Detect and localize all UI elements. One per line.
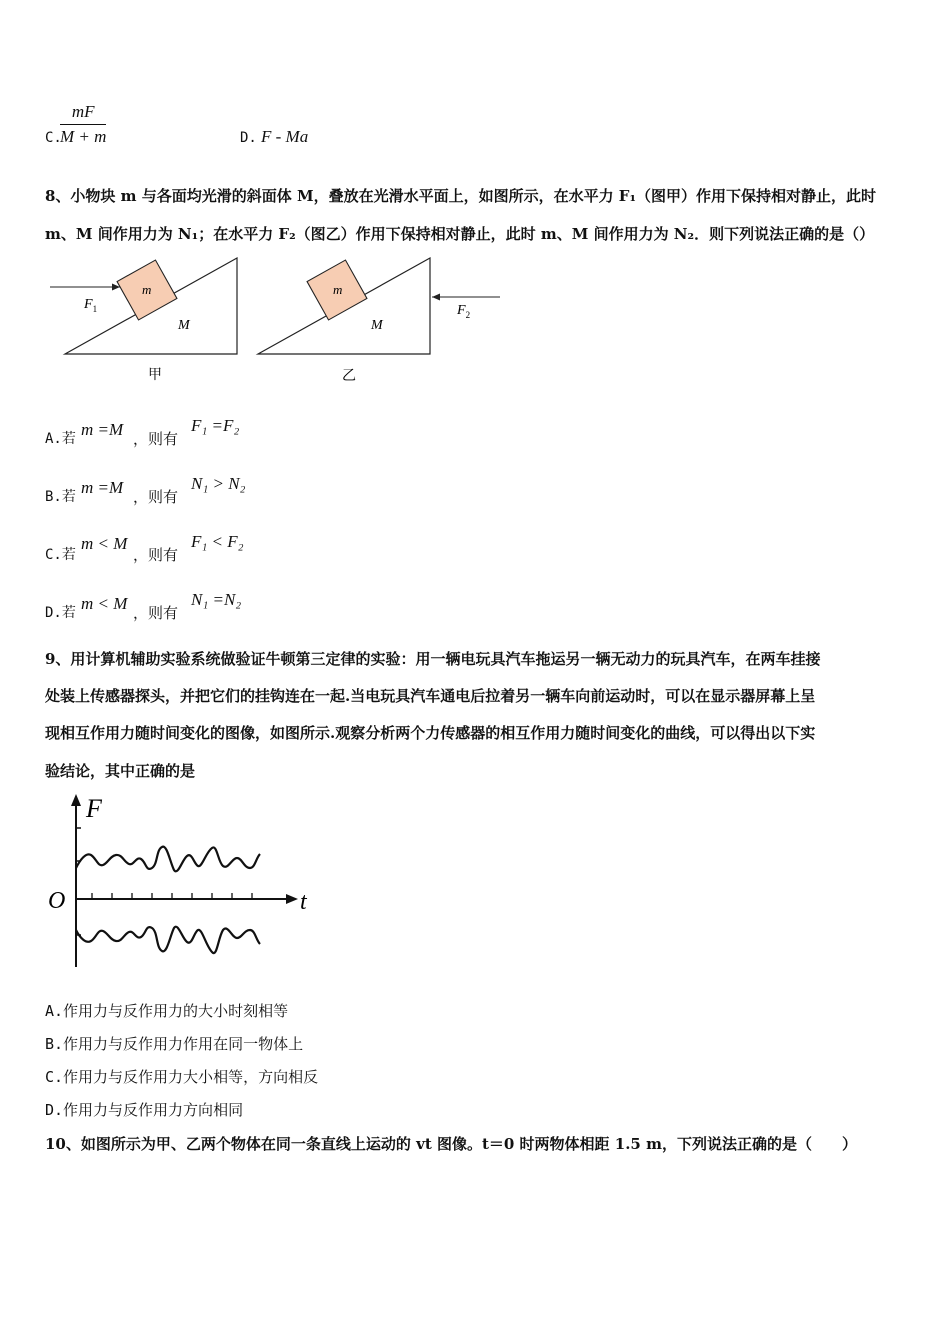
q8-option-b-cond: m =M [81, 478, 124, 497]
q8-text-line1: 8、小物块 m 与各面均光滑的斜面体 M，叠放在光滑水平面上，如图所示，在水平力 F₁（图甲）作用下保持相对静止，此时 [45, 187, 877, 205]
q9-text-line2: 处装上传感器探头，并把它们的挂钩连在一起.当电玩具汽车通电后拉着另一辆车向前运动时，可以在显示器屏幕上呈 [45, 687, 816, 705]
q9-text-line1: 9、用计算机辅助实验系统做验证牛顿第三定律的实验：用一辆电玩具汽车拖运另一辆无动力的玩具汽车，在两车挂接 [45, 650, 821, 668]
q8-text-line2: m、M 间作用力为 N₁；在水平力 F₂（图乙）作用下保持相对静止，此时 m、M 间作用力为 N₂．则下列说法正确的是（） [45, 225, 875, 243]
q8-option-c-cond: m < M [81, 534, 128, 553]
q8-option-d-then: ，则有 [133, 604, 179, 622]
q8-option-b-result: N₁ > N₂ [191, 474, 246, 493]
q8-option-d-cond: m < M [81, 594, 128, 613]
caption-right: 乙 [342, 369, 356, 384]
q9-option-d: D.作用力与反作用力方向相同 [45, 1101, 244, 1119]
q10-text-line1: 10、如图所示为甲、乙两个物体在同一条直线上运动的 vt 图像。t＝0 时两物体相距 1.5 m，下列说法正确的是（ ） [45, 1135, 857, 1153]
option-c-fraction [60, 102, 106, 147]
graph-upper-curve [76, 847, 260, 872]
q8-option-b-then: ，则有 [133, 488, 179, 506]
option-c-label: C. [45, 130, 62, 146]
q8-option-a-then: ，则有 [133, 430, 179, 448]
q8-figure [0, 250, 520, 390]
q8-option-c-result: F₁ < F₂ [191, 532, 244, 551]
q9-option-a: A.作用力与反作用力的大小时刻相等 [45, 1002, 289, 1020]
q9-force-time-graph [40, 792, 320, 972]
option-d-expression: F - Ma [261, 127, 309, 146]
graph-y-label: F [86, 794, 102, 823]
q8-option-d-label: D.若 [45, 605, 76, 621]
block-label-right: m [333, 282, 343, 297]
graph-lower-curve [76, 927, 260, 953]
force-label-left: $F_1$ [84, 297, 98, 314]
option-c-numerator: mF [60, 102, 106, 125]
force-label-right: $F_2$ [457, 303, 471, 320]
q9-text-line3: 现相互作用力随时间变化的图像，如图所示.观察分析两个力传感器的相互作用力随时间变化的曲线，可以得出以下实 [45, 724, 816, 742]
q8-option-c-then: ，则有 [133, 546, 179, 564]
wedge-label-left: M [178, 318, 190, 333]
q9-option-b: B.作用力与反作用力作用在同一物体上 [45, 1035, 304, 1053]
q8-option-a-result: F₁ =F₂ [191, 416, 240, 435]
q8-option-d-result: N₁ =N₂ [191, 590, 242, 609]
caption-left: 甲 [148, 368, 162, 383]
option-d-label: D. [240, 130, 257, 146]
block-label-left: m [142, 282, 152, 297]
q8-option-b-label: B.若 [45, 489, 76, 505]
q8-option-a-label: A.若 [45, 431, 76, 447]
q9-option-c: C.作用力与反作用力大小相等，方向相反 [45, 1068, 319, 1086]
wedge-label-right: M [371, 318, 383, 333]
q8-option-c-label: C.若 [45, 547, 76, 563]
option-c-denominator: M + m [60, 127, 107, 146]
graph-x-label: t [300, 889, 307, 915]
q9-text-line4: 验结论，其中正确的是 [45, 762, 196, 780]
graph-origin-label: O [48, 888, 66, 914]
q8-option-a-cond: m =M [81, 420, 124, 439]
